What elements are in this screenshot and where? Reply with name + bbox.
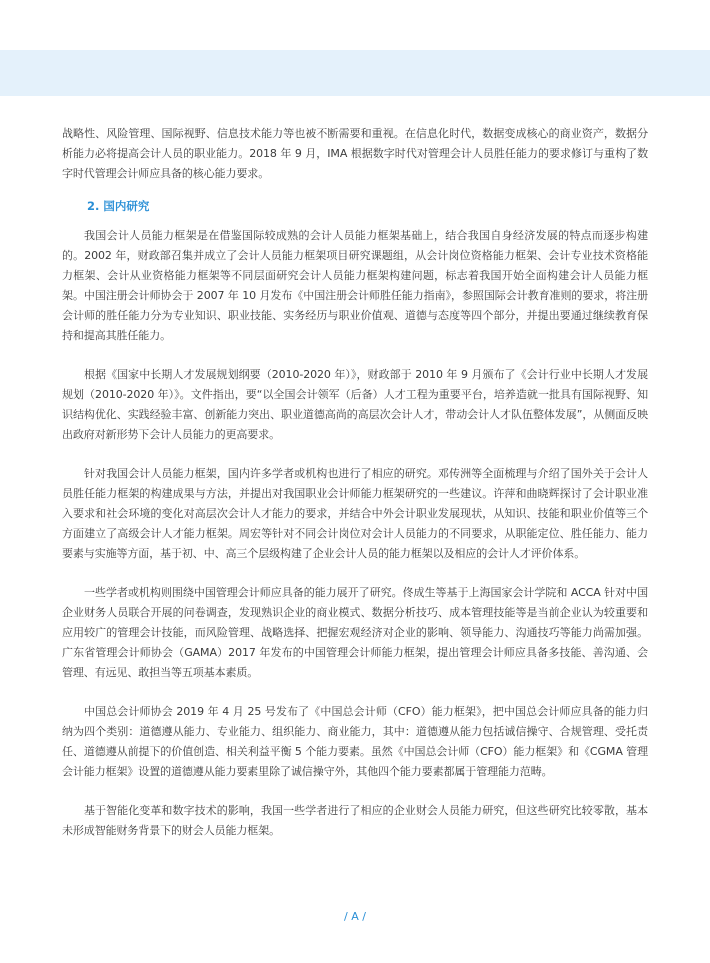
section-heading: 2. 国内研究 xyxy=(87,199,150,213)
header-band xyxy=(0,50,710,96)
page-number: / A / xyxy=(344,910,366,923)
paragraph-4: 一些学者或机构则围绕中国管理会计师应具备的能力展开了研究。佟成生等基于上海国家会计学院和 ACCA 针对中国企业财务人员联合开展的问卷调查，发现熟识企业的商业模式、数据分析技巧、成本管理技能等是当前企业认为较重要和应用较广的管理会计技能，而风险管理、战略选择、把握宏观经济对企业的影响、领导能力、沟通技巧等能力尚需加强。广东省管理会计师协会（GAMA）2017 年发布的中国管理会计师能力框架，提出管理会计师应具备多技能、善沟通、会管理、有远见、敢担当等五项基本素质。 xyxy=(62,586,648,679)
paragraph-1: 我国会计人员能力框架是在借鉴国际较成熟的会计人员能力框架基础上，结合我国自身经济发展的特点而逐步构建的。2002 年，财政部召集并成立了会计人员能力框架项目研究课题组，从会计岗位资格能力框架、会计专业技术资格能力框架、会计从业资格能力框架等不同层面研究会计人员能力框架构建问题，标志着我国开始全面构建会计人员能力框架。中国注册会计师协会于 2007 年 10 月发布《中国注册会计师胜任能力指南》，参照国际会计教育准则的要求，将注册会计师的胜任能力分为专业知识、职业技能、实务经历与职业价值观、道德与态度等四个部分，并提出要通过继续教育保持和提高其胜任能力。 xyxy=(62,229,648,342)
paragraph-2: 根据《国家中长期人才发展规划纲要（2010-2020 年）》，财政部于 2010 年 9 月颁布了《会计行业中长期人才发展规划（2010-2020 年）》。文件指出，要“以全国会计领军（后备）人才工程为重要平台，培养造就一批具有国际视野、知识结构优化、实践经验丰富、创新能力突出、职业道德高尚的高层次会计人才，带动会计人才队伍整体发展”，从侧面反映出政府对新形势下会计人员能力的更高要求。 xyxy=(62,368,648,441)
continuation-paragraph: 战略性、风险管理、国际视野、信息技术能力等也被不断需要和重视。在信息化时代，数据变成核心的商业资产，数据分析能力必将提高会计人员的职业能力。2018 年 9 月，IMA 根据数字时代对管理会计人员胜任能力的要求修订与重构了数字时代管理会计师应具备的核心能力要求。 xyxy=(62,127,648,180)
document-body xyxy=(62,124,648,860)
paragraph-5: 中国总会计师协会 2019 年 4 月 25 号发布了《中国总会计师（CFO）能力框架》，把中国总会计师应具备的能力归纳为四个类别：道德遵从能力、专业能力、组织能力、商业能力，其中：道德遵从能力包括诚信操守、合规管理、受托责任、道德遵从前提下的价值创造、相关利益平衡 5 个能力要素。虽然《中国总会计师（CFO）能力框架》和《CGMA 管理会计能力框架》设置的道德遵从能力要素里除了诚信操守外，其他四个能力要素都属于管理能力范畴。 xyxy=(62,705,648,778)
paragraph-6: 基于智能化变革和数字技术的影响，我国一些学者进行了相应的企业财会人员能力研究，但这些研究比较零散，基本未形成智能财务背景下的财会人员能力框架。 xyxy=(62,804,648,837)
paragraph-3: 针对我国会计人员能力框架，国内许多学者或机构也进行了相应的研究。邓传洲等全面梳理与介绍了国外关于会计人员胜任能力框架的构建成果与方法，并提出对我国职业会计师能力框架研究的一些建议。许萍和曲晓辉探讨了会计职业准入要求和社会环境的变化对高层次会计人才能力的要求，并结合中外会计职业发展现状，从知识、技能和职业价值等三个方面建立了高级会计人才能力框架。周宏等针对不同会计岗位对会计人员能力的不同要求，从职能定位、胜任能力、能力要素与实施等方面，基于初、中、高三个层级构建了企业会计人员的能力框架以及相应的会计人才评价体系。 xyxy=(62,467,648,560)
